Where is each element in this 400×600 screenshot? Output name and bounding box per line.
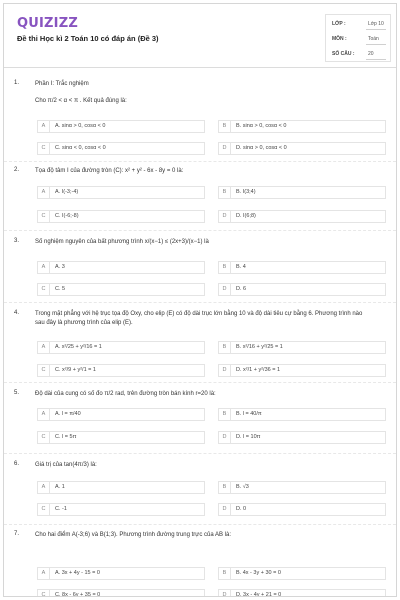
- meta-key: LỚP :: [332, 21, 346, 27]
- divider: [4, 524, 396, 525]
- meta-value: 20: [368, 51, 374, 57]
- option-b[interactable]: [218, 408, 386, 421]
- option-text: A. 3x + 4y - 15 = 0: [55, 570, 100, 576]
- question-text: Phần I: Trắc nghiệm: [35, 81, 89, 87]
- option-d[interactable]: [218, 503, 386, 516]
- option-letter: A: [38, 409, 50, 420]
- question-number: 3.: [14, 238, 20, 244]
- option-letter: A: [38, 121, 50, 132]
- option-c[interactable]: [37, 503, 205, 516]
- option-text: D. 3x - 4y + 21 = 0: [236, 592, 282, 597]
- question-number: 7.: [14, 531, 20, 537]
- option-text: A. x²/25 + y²/16 = 1: [55, 344, 102, 350]
- meta-key: MÔN :: [332, 36, 347, 42]
- option-letter: D: [219, 143, 231, 154]
- option-b[interactable]: [218, 261, 386, 274]
- question-number: 4.: [14, 310, 20, 316]
- option-text: D. I(6;8): [236, 213, 256, 219]
- question-text: Tọa độ tâm I của đường tròn (C): x² + y² - 6x - 8y = 0 là:: [35, 168, 184, 174]
- option-c[interactable]: [37, 142, 205, 155]
- option-text: C. 8x - 6y + 35 = 0: [55, 592, 101, 597]
- divider: [4, 230, 396, 231]
- option-text: D. l = 10π: [236, 434, 261, 440]
- option-d[interactable]: [218, 142, 386, 155]
- option-text: B. 4: [236, 264, 246, 270]
- option-b[interactable]: [218, 567, 386, 580]
- option-letter: A: [38, 482, 50, 493]
- meta-underline: [366, 29, 386, 30]
- option-letter: A: [38, 342, 50, 353]
- option-text: B. √3: [236, 484, 249, 490]
- option-d[interactable]: [218, 589, 386, 597]
- option-letter: C: [38, 590, 50, 597]
- question-number: 2.: [14, 167, 20, 173]
- option-letter: C: [38, 211, 50, 222]
- worksheet-page: [3, 3, 397, 597]
- option-letter: B: [219, 482, 231, 493]
- option-letter: C: [38, 365, 50, 376]
- meta-row-subject: [332, 32, 386, 46]
- option-d[interactable]: [218, 364, 386, 377]
- option-letter: A: [38, 568, 50, 579]
- meta-key: SỐ CÂU :: [332, 51, 355, 57]
- option-text: A. l = π/40: [55, 411, 81, 417]
- option-text: A. sinα > 0, cosα < 0: [55, 123, 106, 129]
- option-text: C. x²/9 + y²/1 = 1: [55, 367, 96, 373]
- question-number: 1.: [14, 80, 20, 86]
- option-letter: C: [38, 432, 50, 443]
- option-a[interactable]: [37, 408, 205, 421]
- option-letter: D: [219, 590, 231, 597]
- option-a[interactable]: [37, 341, 205, 354]
- option-letter: B: [219, 187, 231, 198]
- option-a[interactable]: [37, 261, 205, 274]
- option-text: A. 3: [55, 264, 65, 270]
- option-letter: D: [219, 432, 231, 443]
- option-text: D. 0: [236, 506, 247, 512]
- option-text: C. l = 5π: [55, 434, 77, 440]
- option-letter: A: [38, 262, 50, 273]
- option-b[interactable]: [218, 481, 386, 494]
- option-letter: D: [219, 211, 231, 222]
- meta-underline: [366, 44, 386, 45]
- option-text: C. I(-6;-8): [55, 213, 79, 219]
- option-c[interactable]: [37, 589, 205, 597]
- question-text: Cho hai điểm A(-3;6) và B(1;3). Phương trình đường trung trực của AB là:: [35, 532, 232, 538]
- option-text: D. x²/1 + y²/36 = 1: [236, 367, 281, 373]
- option-b[interactable]: [218, 120, 386, 133]
- meta-row-count: [332, 47, 386, 61]
- option-d[interactable]: [218, 210, 386, 223]
- divider: [4, 382, 396, 383]
- page-title: Đề thi Học kì 2 Toán 10 có đáp án (Đề 3): [17, 34, 159, 43]
- meta-value: Lớp 10: [368, 21, 384, 27]
- option-text: B. x²/16 + y²/25 = 1: [236, 344, 283, 350]
- option-letter: C: [38, 504, 50, 515]
- option-c[interactable]: [37, 431, 205, 444]
- option-text: B. sinα > 0, cosα < 0: [236, 123, 287, 129]
- option-letter: C: [38, 143, 50, 154]
- option-text: B. I(3;4): [236, 189, 256, 195]
- option-d[interactable]: [218, 431, 386, 444]
- option-text: D. 6: [236, 286, 247, 292]
- divider: [4, 453, 396, 454]
- option-text: C. sinα < 0, cosα < 0: [55, 145, 106, 151]
- option-c[interactable]: [37, 283, 205, 296]
- option-b[interactable]: [218, 186, 386, 199]
- divider: [4, 161, 396, 162]
- option-text: B. l = 40/π: [236, 411, 262, 417]
- option-letter: B: [219, 409, 231, 420]
- option-text: B. 4x - 3y + 30 = 0: [236, 570, 281, 576]
- meta-box: [325, 14, 391, 62]
- quizizz-logo[interactable]: QUIZIZZ: [17, 16, 78, 31]
- option-letter: B: [219, 121, 231, 132]
- option-letter: D: [219, 504, 231, 515]
- question-text: Trong mặt phẳng với hệ trục tọa độ Oxy, cho elip (E) có độ dài trục lớn bằng 10 và độ dài tiêu cự bằng 6. Phương trình nào sau đây là phương trình của elip (E).: [35, 311, 363, 326]
- option-a[interactable]: [37, 120, 205, 133]
- option-letter: B: [219, 262, 231, 273]
- meta-value: Toán: [368, 36, 379, 42]
- question-text: Số nghiệm nguyên của bất phương trình x/(x−1) ≤ (2x+3)/(x−1) là: [35, 239, 209, 245]
- option-text: C. -1: [55, 506, 67, 512]
- option-c[interactable]: [37, 364, 205, 377]
- worksheet-header: [4, 4, 396, 68]
- option-c[interactable]: [37, 210, 205, 223]
- option-a[interactable]: [37, 186, 205, 199]
- option-text: A. 1: [55, 484, 65, 490]
- meta-underline: [366, 59, 386, 60]
- divider: [4, 302, 396, 303]
- option-letter: B: [219, 342, 231, 353]
- option-letter: D: [219, 365, 231, 376]
- option-text: A. I(-3;-4): [55, 189, 79, 195]
- option-text: D. sinα > 0, cosα < 0: [236, 145, 287, 151]
- question-subtext: Cho π/2 < α < π . Kết quả đúng là:: [35, 98, 127, 104]
- option-letter: D: [219, 284, 231, 295]
- question-text: Giá trị của tan(4π/3) là:: [35, 462, 97, 468]
- option-a[interactable]: [37, 567, 205, 580]
- question-number: 6.: [14, 461, 20, 467]
- option-text: C. 5: [55, 286, 66, 292]
- question-number: 5.: [14, 390, 20, 396]
- option-letter: B: [219, 568, 231, 579]
- option-d[interactable]: [218, 283, 386, 296]
- question-text: Độ dài của cung có số đo π/2 rad, trên đường tròn bán kính r=20 là:: [35, 391, 216, 397]
- option-letter: A: [38, 187, 50, 198]
- option-letter: C: [38, 284, 50, 295]
- option-a[interactable]: [37, 481, 205, 494]
- meta-row-class: [332, 17, 386, 31]
- option-b[interactable]: [218, 341, 386, 354]
